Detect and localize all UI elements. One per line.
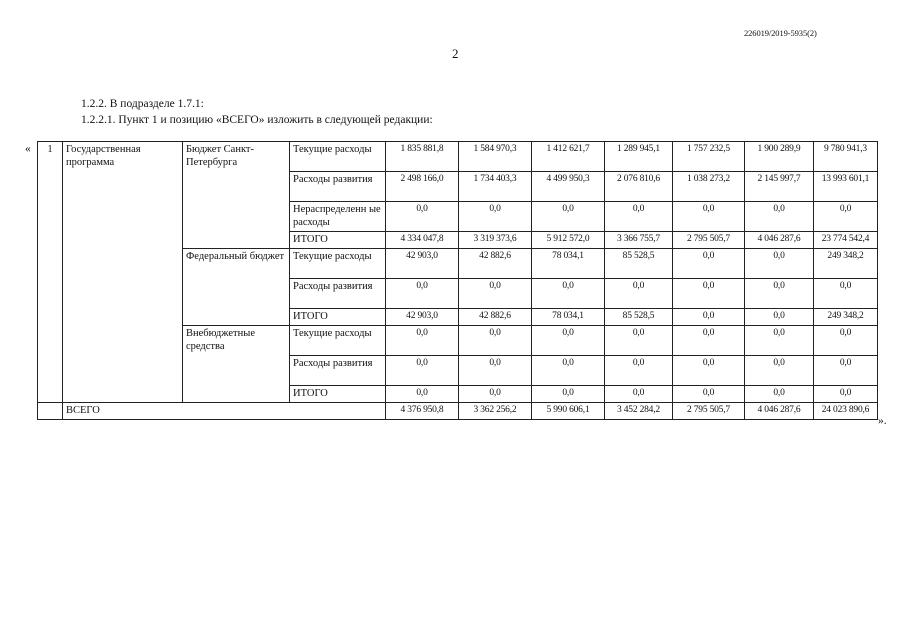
expense-type-cell: Текущие расходы [290,249,386,279]
expense-type-cell: Текущие расходы [290,142,386,172]
budget-table-body [38,142,878,420]
total-empty-cell [38,403,63,420]
paragraph-subsection: 1.2.2. В подразделе 1.7.1: [81,98,204,110]
value-cell: 4 046 287,6 [745,232,814,249]
value-cell: 2 498 166,0 [386,172,459,202]
program-name-cell: Государственная программа [63,142,183,403]
value-cell: 0,0 [745,202,814,232]
value-cell: 0,0 [386,326,459,356]
total-value-cell: 4 046 287,6 [745,403,814,420]
value-cell: 0,0 [745,249,814,279]
value-cell: 42 882,6 [459,249,532,279]
value-cell: 249 348,2 [814,309,878,326]
funding-source-cell: Внебюджетные средства [183,326,290,403]
value-cell: 0,0 [459,386,532,403]
value-cell: 78 034,1 [532,249,605,279]
value-cell: 1 835 881,8 [386,142,459,172]
value-cell: 1 289 945,1 [605,142,673,172]
value-cell: 0,0 [532,356,605,386]
value-cell: 0,0 [673,326,745,356]
value-cell: 3 319 373,6 [459,232,532,249]
value-cell: 13 993 601,1 [814,172,878,202]
funding-source-cell: Федеральный бюджет [183,249,290,326]
row-number-cell: 1 [38,142,63,403]
value-cell: 1 734 403,3 [459,172,532,202]
value-cell: 0,0 [673,249,745,279]
value-cell: 85 528,5 [605,309,673,326]
total-value-cell: 3 362 256,2 [459,403,532,420]
total-row [38,403,878,420]
value-cell: 0,0 [673,309,745,326]
expense-type-cell: Расходы развития [290,172,386,202]
value-cell: 0,0 [814,202,878,232]
value-cell: 0,0 [605,356,673,386]
expense-type-cell: Расходы развития [290,279,386,309]
value-cell: 0,0 [386,279,459,309]
value-cell: 0,0 [605,279,673,309]
total-value-cell: 3 452 284,2 [605,403,673,420]
expense-type-cell: ИТОГО [290,386,386,403]
value-cell: 5 912 572,0 [532,232,605,249]
value-cell: 0,0 [745,386,814,403]
value-cell: 0,0 [605,386,673,403]
value-cell: 0,0 [814,386,878,403]
value-cell: 0,0 [532,326,605,356]
value-cell: 1 757 232,5 [673,142,745,172]
expense-type-cell: Текущие расходы [290,326,386,356]
value-cell: 0,0 [814,279,878,309]
quote-close: ». [878,415,887,427]
value-cell: 0,0 [459,202,532,232]
value-cell: 4 334 047,8 [386,232,459,249]
value-cell: 0,0 [386,386,459,403]
expense-type-cell: ИТОГО [290,309,386,326]
value-cell: 1 584 970,3 [459,142,532,172]
value-cell: 4 499 950,3 [532,172,605,202]
value-cell: 85 528,5 [605,249,673,279]
value-cell: 1 412 621,7 [532,142,605,172]
value-cell: 0,0 [745,309,814,326]
value-cell: 0,0 [605,326,673,356]
value-cell: 0,0 [459,356,532,386]
value-cell: 78 034,1 [532,309,605,326]
expense-type-cell: Расходы развития [290,356,386,386]
value-cell: 0,0 [745,279,814,309]
value-cell: 0,0 [532,279,605,309]
page-number: 2 [452,46,459,61]
value-cell: 0,0 [459,326,532,356]
value-cell: 42 903,0 [386,309,459,326]
table-row [38,142,878,172]
value-cell: 0,0 [459,279,532,309]
expense-type-cell: ИТОГО [290,232,386,249]
funding-source-cell: Бюджет Санкт-Петербурга [183,142,290,249]
budget-table [37,141,878,420]
value-cell: 2 795 505,7 [673,232,745,249]
value-cell: 0,0 [605,202,673,232]
document-number: 226019/2019-5935(2) [744,28,817,38]
value-cell: 0,0 [673,202,745,232]
total-label-cell: ВСЕГО [63,403,386,420]
value-cell: 0,0 [814,356,878,386]
expense-type-cell: Нераспределенн ые расходы [290,202,386,232]
total-value-cell: 24 023 890,6 [814,403,878,420]
value-cell: 0,0 [386,356,459,386]
value-cell: 0,0 [745,326,814,356]
value-cell: 42 882,6 [459,309,532,326]
value-cell: 3 366 755,7 [605,232,673,249]
total-value-cell: 5 990 606,1 [532,403,605,420]
value-cell: 0,0 [745,356,814,386]
value-cell: 0,0 [386,202,459,232]
value-cell: 2 076 810,6 [605,172,673,202]
value-cell: 0,0 [673,356,745,386]
total-value-cell: 2 795 505,7 [673,403,745,420]
value-cell: 23 774 542,4 [814,232,878,249]
value-cell: 0,0 [532,386,605,403]
value-cell: 0,0 [814,326,878,356]
value-cell: 1 038 273,2 [673,172,745,202]
value-cell: 42 903,0 [386,249,459,279]
value-cell: 0,0 [673,386,745,403]
paragraph-instruction: 1.2.2.1. Пункт 1 и позицию «ВСЕГО» изложить в следующей редакции: [81,114,433,126]
value-cell: 249 348,2 [814,249,878,279]
value-cell: 2 145 997,7 [745,172,814,202]
value-cell: 0,0 [532,202,605,232]
value-cell: 1 900 289,9 [745,142,814,172]
quote-open: « [25,143,31,155]
value-cell: 9 780 941,3 [814,142,878,172]
value-cell: 0,0 [673,279,745,309]
total-value-cell: 4 376 950,8 [386,403,459,420]
